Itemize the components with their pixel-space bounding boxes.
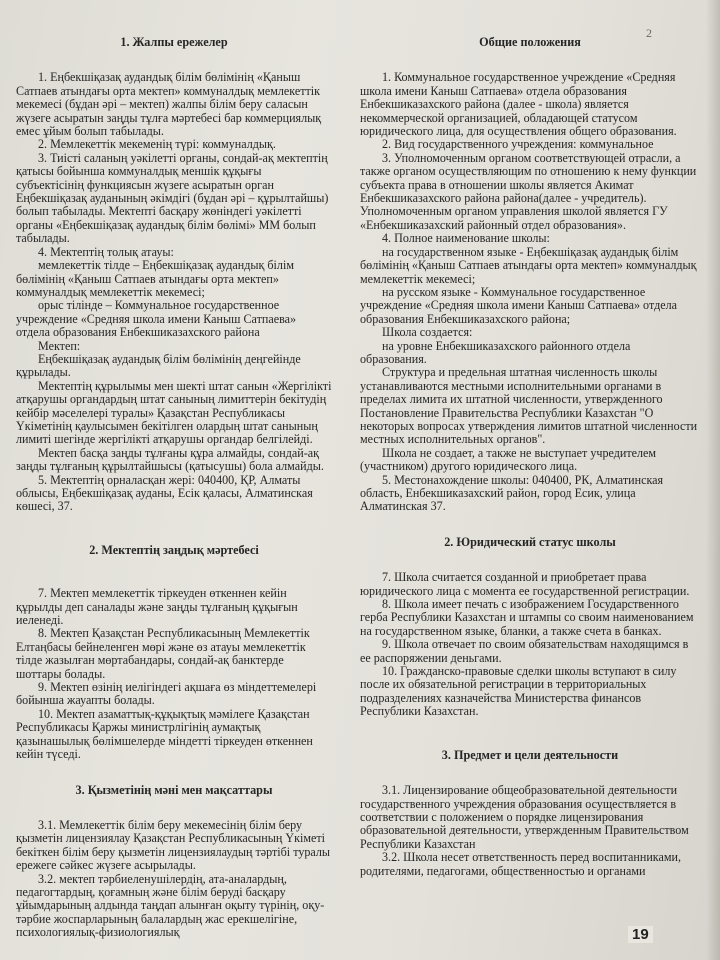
ru-paragraph: Структура и предельная штатная численность школы устанавливаются местными исполнительными органами в пределах лимита их штатной численности, утвержденного Постановление Правительства Республики Казахстан "О некоторых вопросах утверждения лимитов штатной численности местных исполнительных органов". bbox=[360, 365, 698, 447]
ru-paragraph: 3.2. Школа несет ответственность перед воспитанниками, родителями, педагогами, общественностью и органами bbox=[360, 850, 682, 878]
kz-heading-1: 1. Жалпы ережелер bbox=[120, 35, 228, 49]
kz-paragraph: 3.1. Мемлекеттік білім беру мекемесінің білім беру қызметін лицензиялау Қазақстан Республикасының Үкіметі бекіткен білім беру қызметін лицензиялаудың тәртібі туралы ережеге сәйкес жүзеге асырылады. bbox=[16, 817, 331, 873]
ru-paragraph: 5. Местонахождение школы: 040400, РК, Алматинская область, Енбекшиказахский район, город Есик, улица Алматинская 37. bbox=[360, 472, 664, 514]
kz-paragraph: 4. Мектептің толық атауы: bbox=[38, 244, 174, 259]
ru-paragraph: 7. Школа считается созданной и приобретает права юридического лица с момента ее государственной регистрации. bbox=[360, 570, 690, 598]
kz-paragraph: мемлекеттік тілде – Еңбекшіқазақ аудандық білім бөлімінің «Қаныш Сатпаев атындағы орта мектеп» коммуналдық мемлекеттік мекемесі; bbox=[16, 258, 294, 299]
ru-paragraph: 8. Школа имеет печать с изображением Государственного герба Республики Казахстан и штампы со своим наименованием на государственном языке, бланки, а также счета в банках. bbox=[360, 597, 694, 638]
ru-paragraph: 1. Коммунальное государственное учреждение «Средняя школа имени Каныш Сатпаева» отдела образования Енбекшиказахского района (далее - школа) является некоммерческой организацией, обладающей статусом юридического лица, для осуществления общего образования. bbox=[360, 70, 677, 139]
ru-heading-1: Общие положения bbox=[479, 35, 581, 49]
ru-paragraph: на уровне Енбекшиказахского районного отдела образования. bbox=[360, 338, 631, 366]
kz-paragraph: 5. Мектептің орналасқан жері: 040400, ҚР, Алматы облысы, Еңбекшіқазақ ауданы, Есік қаласы, Алматинская көшесі, 37. bbox=[16, 472, 313, 514]
ru-paragraph: 10. Гражданско-правовые сделки школы вступают в силу после их обязательной регистрации в территориальных подразделениях казначейства Министерства финансов Республики Казахстан. bbox=[360, 664, 677, 719]
ru-paragraph: 2. Вид государственного учреждения: коммунальное bbox=[382, 137, 654, 152]
ru-paragraph: 3.1. Лицензирование общеобразовательной деятельности государственного учреждения образования осуществляется в соответствии с положением о порядке лицензирования образовательной деятельности, утвержденным Правительством Республики Казахстан bbox=[360, 783, 689, 851]
kz-paragraph: Мектептің құрылымы мен шекті штат санын «Жергілікті атқарушы органдардың штат санының лимиттерін бекітудің кейбір мәселелері туралы» Қазақстан Республикасы Үкіметінің қаулысымен бекітілген олардың штат санының лимиті шегінде жергілікті атқарушы органдар белгілейді. bbox=[16, 378, 332, 447]
page-number-top: 2 bbox=[646, 26, 652, 40]
ru-paragraph: 9. Школа отвечает по своим обязательствам находящимся в ее распоряжении деньгами. bbox=[360, 637, 689, 665]
ru-paragraph: на русском языке - Коммунальное государственное учреждение «Средняя школа имени Каныш Сатпаева» отдела образования Енбекшиказахского района; bbox=[360, 284, 677, 326]
russian-column bbox=[360, 36, 700, 878]
kz-paragraph: 8. Мектеп Қазақстан Республикасының Мемлекеттік Елтаңбасы бейнеленген мөрі және өз атауы мемлекеттік тілде жазылған мөртабандары, сондай-ақ банктерде шоттары болады. bbox=[16, 626, 310, 681]
kz-paragraph: 9. Мектеп өзінің иелігіндегі ақшаға өз міндеттемелері бойынша жауапты болады. bbox=[16, 680, 317, 708]
page-edge-shadow bbox=[706, 0, 720, 960]
ru-paragraph: 4. Полное наименование школы: bbox=[382, 231, 550, 246]
ru-paragraph: Школа создается: bbox=[382, 325, 473, 340]
kz-heading-2: 2. Мектептің заңдық мәртебесі bbox=[89, 542, 259, 557]
kz-paragraph: орыс тілінде – Коммунальное государственное учреждение «Средняя школа имени Каныш Сатпаева» отдела образования Енбекшиказахского района bbox=[16, 298, 297, 340]
kz-paragraph: 10. Мектеп азаматтық-құқықтық мәмілеге Қазақстан Республикасы Қаржы министрлігінің аумақтық қазынашылық бөлімшелерде міндетті тіркеуден өткеннен кейін түседі. bbox=[16, 706, 313, 762]
kz-paragraph: 2. Мемлекеттік мекеменің түрі: коммуналдық. bbox=[38, 137, 276, 152]
kz-paragraph: Мектеп басқа заңды тұлғаны құра алмайды, сондай-ақ заңды тұлғаның құрылтайшысы (қатысушы) бола алмайды. bbox=[16, 445, 324, 474]
ru-paragraph: на государственном языке - Еңбекшіқазақ аудандық білім бөлімінің «Қаныш Сатпаев атындағы орта мектеп» коммуналдық мемлекеттік мекемесі; bbox=[360, 244, 697, 286]
ru-heading-2: 2. Юридический статус школы bbox=[444, 534, 616, 549]
ru-paragraph: 3. Уполномоченным органом соответствующей отрасли, а также органом осуществляющим по отношению к нему функции субъекта права в отношении школы является Акимат Енбекшиказахского района района(далее - учредитель). Уполномоченным органом управления школой является ГУ «Енбекшиказахский районный отдел образования». bbox=[360, 150, 697, 232]
kz-paragraph: 1. Еңбекшіқазақ аудандық білім бөлімінің «Қаныш Сатпаев атындағы орта мектеп» коммуналдық мемлекеттік мекемесі (бұдан әрі – мектеп) жалпы білім беру саласын жүзеге асыратын заңды тұлға мәртебесі бар коммерциялық емес ұйым болып табылады. bbox=[16, 70, 322, 139]
kz-paragraph: 3. Тиісті саланың уәкілетті органы, сондай-ақ мектептің қатысы бойынша коммуналдық меншік құқығы субъектісінің функциясын жүзеге асыратын орган Еңбекшіқазақ ауданының әкімдігі (бұдан әрі – құрылтайшы) болып табылады. Мектепті басқару жөніндегі уәкілетті органы «Еңбекшіқазақ аудандық білім бөлімі» ММ болып табылады. bbox=[16, 150, 329, 246]
kz-paragraph: 3.2. мектеп тәрбиеленушілердің, ата-аналардың, педагогтардың, қоғамның және білім беруді басқару ұйымдарының алдында таңдап алынған оқыту түрінің, оқу-тәрбие жоспарларының балалардың жас ерекшелігіне, психологиялық-физиологиялық bbox=[16, 871, 325, 940]
kz-paragraph: Еңбекшіқазақ аудандық білім бөлімінің деңгейінде құрылады. bbox=[16, 351, 301, 380]
page-number-bottom: 19 bbox=[628, 926, 653, 943]
kz-paragraph: 7. Мектеп мемлекеттік тіркеуден өткеннен кейін құрылды деп саналады және заңды тұлғаның құқығын иеленеді. bbox=[16, 586, 298, 628]
kazakh-column bbox=[16, 36, 332, 940]
ru-paragraph: Школа не создает, а также не выступает учредителем (участником) другого юридического лица. bbox=[360, 445, 657, 474]
kz-heading-3: 3. Қызметінің мәні мен мақсаттары bbox=[75, 782, 273, 797]
ru-heading-3: 3. Предмет и цели деятельности bbox=[441, 747, 619, 762]
kz-paragraph: Мектеп: bbox=[38, 338, 81, 353]
